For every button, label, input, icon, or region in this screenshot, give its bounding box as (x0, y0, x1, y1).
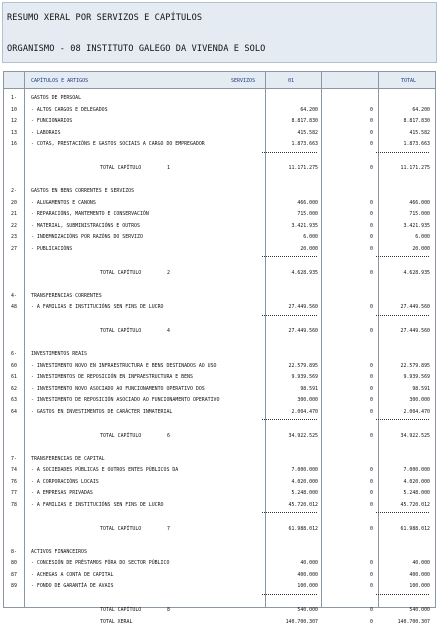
chapter-total-service-01: 34.922.525 (288, 432, 318, 439)
report-title: RESUMO XERAL POR SERVIZOS E CAPÍTULOS (7, 13, 203, 23)
chapter-total-row (4, 431, 435, 441)
article-description: - A EMPRESAS PRIVADAS (31, 490, 93, 496)
service-01-value: 5.248.000 (291, 490, 318, 496)
chapter-name: TRANSFERENCIAS CORRENTES (31, 292, 102, 299)
article-code: 80 (11, 560, 17, 566)
total-value: 64.200 (412, 106, 430, 113)
total-value: 5.248.000 (403, 490, 430, 496)
col-01-value: 0 (370, 222, 373, 229)
report-header (2, 2, 437, 63)
service-01-value: 64.200 (300, 106, 318, 113)
chapter-total-value: 34.922.525 (400, 432, 430, 439)
service-01-value: 4.020.000 (291, 478, 318, 485)
article-code: 10 (11, 106, 17, 113)
total-value: 6.000 (415, 234, 430, 240)
chapter-total-value: 540.000 (409, 607, 430, 613)
article-code: 22 (11, 222, 17, 229)
table-row (4, 361, 435, 371)
service-01-value: 466.000 (297, 199, 318, 206)
chapter-name: ACTIVOS FINANCEIROS (31, 548, 87, 555)
chapter-code: 1- (11, 95, 17, 101)
chapter-code: 4- (11, 292, 17, 299)
col-01-value: 0 (370, 408, 373, 415)
chapter-heading (4, 291, 435, 301)
col-01-value: 0 (370, 397, 373, 403)
chapter-total-label: TOTAL CAPÍTULO (100, 607, 142, 613)
service-01-value: 7.000.000 (291, 467, 318, 473)
grand-total-label: TOTAL XERAL (100, 618, 133, 625)
total-value: 400.000 (409, 571, 430, 578)
service-01-value: 1.873.663 (291, 141, 318, 147)
chapter-total-number: 6 (167, 432, 170, 439)
service-01-value: 27.449.560 (288, 304, 318, 310)
dotted-rule (376, 419, 429, 420)
chapter-total-col-01: 0 (370, 328, 373, 334)
table-row (4, 244, 435, 254)
service-01-value: 2.004.470 (291, 408, 318, 415)
article-code: 62 (11, 385, 17, 392)
article-code: 20 (11, 199, 17, 206)
col-01-value: 0 (370, 501, 373, 508)
chapter-total-row (4, 163, 435, 173)
service-01-value: 8.817.830 (291, 118, 318, 124)
dotted-rule (262, 152, 317, 153)
chapter-total-row (4, 524, 435, 534)
chapter-heading (4, 547, 435, 557)
article-description: - COTAS, PRESTACIÓNS E GASTOS SOCIAIS A CARGO DO EMPREGADOR (31, 141, 205, 147)
table-row (4, 570, 435, 580)
total-value: 3.421.935 (403, 222, 430, 229)
col-01-value: 0 (370, 245, 373, 252)
article-code: 77 (11, 490, 17, 496)
chapter-total-row (4, 326, 435, 336)
col-01-value: 0 (370, 141, 373, 147)
article-code: 48 (11, 304, 17, 310)
total-value: 22.579.895 (400, 362, 430, 369)
col-01-value: 0 (370, 362, 373, 369)
service-01-value: 98.591 (300, 385, 318, 392)
table-row (4, 105, 435, 115)
chapter-name: GASTOS DE PERSOAL (31, 95, 82, 101)
col-01-value: 0 (370, 467, 373, 473)
article-description: - ALUGAMENTOS E CANONS (31, 199, 96, 206)
service-01-value: 45.720.012 (288, 501, 318, 508)
article-description: - LABORAIS (31, 129, 61, 136)
col-01-value: 0 (370, 385, 373, 392)
article-code: 76 (11, 478, 17, 485)
table-row (4, 116, 435, 126)
chapter-total-label: TOTAL CAPÍTULO (100, 525, 142, 532)
total-value: 7.000.000 (403, 467, 430, 473)
total-value: 466.000 (409, 199, 430, 206)
article-description: - INDEMNIZACIÓNS POR RAZÓNS DO SERVIZO (31, 234, 143, 240)
total-value: 27.449.560 (400, 304, 430, 310)
service-01-value: 3.421.935 (291, 222, 318, 229)
dotted-rule (262, 315, 317, 316)
article-code: 12 (11, 118, 17, 124)
chapter-heading (4, 454, 435, 464)
article-code: 23 (11, 234, 17, 240)
col-01-value: 0 (370, 478, 373, 485)
table-row (4, 384, 435, 394)
dotted-rule (262, 419, 317, 420)
col-header-chapters: CAPÍTULOS E ARTIGOS (31, 78, 89, 84)
total-value: 2.004.470 (403, 408, 430, 415)
chapter-total-service-01: 540.000 (297, 607, 318, 613)
col-header-total: TOTAL (401, 78, 417, 84)
article-code: 64 (11, 408, 17, 415)
article-description: - ALTOS CARGOS E DELEGADOS (31, 106, 108, 113)
dotted-rule (376, 594, 429, 595)
col-01-value: 0 (370, 571, 373, 578)
article-description: - A CORPORACIÓNS LOCAIS (31, 478, 99, 485)
article-description: - INVESTIMENTO NOVO ASOCIADO AO FUNCIONAMENTO OPERATIVO DOS (31, 385, 205, 392)
table-row (4, 500, 435, 510)
chapter-total-number: 1 (167, 165, 170, 171)
table-row (4, 477, 435, 487)
chapter-heading (4, 349, 435, 359)
service-01-value: 400.000 (297, 571, 318, 578)
dotted-rule (376, 512, 429, 513)
article-code: 78 (11, 501, 17, 508)
service-01-value: 715.000 (297, 211, 318, 217)
article-code: 13 (11, 129, 17, 136)
table-row (4, 407, 435, 417)
chapter-code: 6- (11, 351, 17, 357)
service-01-value: 9.939.569 (291, 374, 318, 380)
chapter-total-col-01: 0 (370, 607, 373, 613)
total-value: 715.000 (409, 211, 430, 217)
chapter-name: GASTOS EN BENS CORRENTES E SERVIZOS (31, 188, 135, 194)
article-description: - CONCESIÓN DE PRÉSTAMOS FÓRA DO SECTOR PÚBLICO (31, 560, 170, 566)
chapter-total-col-01: 0 (370, 165, 373, 171)
total-value: 8.817.830 (403, 118, 430, 124)
table-row (4, 558, 435, 568)
dotted-rule (376, 315, 429, 316)
chapter-total-service-01: 4.628.935 (291, 269, 318, 276)
chapter-total-service-01: 27.449.560 (288, 328, 318, 334)
chapter-total-number: 2 (167, 269, 170, 276)
dotted-rule (262, 256, 317, 257)
table-row (4, 395, 435, 405)
col-01-value: 0 (370, 583, 373, 589)
table-row (4, 128, 435, 138)
chapter-name: INVESTIMENTOS REAIS (31, 351, 87, 357)
article-code: 61 (11, 374, 17, 380)
chapter-total-label: TOTAL CAPÍTULO (100, 269, 142, 276)
chapter-total-row (4, 605, 435, 615)
service-01-value: 22.579.895 (288, 362, 318, 369)
table-row (4, 488, 435, 498)
chapter-total-col-01: 0 (370, 525, 373, 532)
total-value: 415.582 (409, 129, 430, 136)
article-code: 27 (11, 245, 17, 252)
chapter-total-value: 27.449.560 (400, 328, 430, 334)
chapter-total-value: 4.628.935 (403, 269, 430, 276)
total-value: 98.591 (412, 385, 430, 392)
article-code: 74 (11, 467, 17, 473)
article-code: 16 (11, 141, 17, 147)
article-description: - A SOCIEDADES PÚBLICAS E OUTROS ENTES PÚBLICOS DA (31, 467, 179, 473)
chapter-total-value: 11.171.275 (400, 165, 430, 171)
chapter-code: 7- (11, 455, 17, 462)
col-01-value: 0 (370, 234, 373, 240)
col-01-value: 0 (370, 304, 373, 310)
chapter-name: TRANSFERENCIAS DE CAPITAL (31, 455, 105, 462)
total-value: 40.000 (412, 560, 430, 566)
col-01-value: 0 (370, 118, 373, 124)
col-01-value: 0 (370, 199, 373, 206)
grand-total-row (4, 617, 435, 627)
article-code: 87 (11, 571, 17, 578)
grand-total-col-01: 0 (370, 618, 373, 625)
organism-label: ORGANISMO - 08 INSTITUTO GALEGO DA VIVENDA E SOLO (7, 44, 266, 54)
article-description: - REPARACIÓNS, MANTEMENTO E CONSERVACIÓN (31, 211, 149, 217)
grand-total-service-01: 140.700.307 (285, 618, 318, 625)
article-code: 89 (11, 583, 17, 589)
col-01-value: 0 (370, 374, 373, 380)
article-code: 60 (11, 362, 17, 369)
dotted-rule (376, 152, 429, 153)
article-description: - FONDO DE GARANTÍA DE AVAIS (31, 583, 114, 589)
chapter-total-label: TOTAL CAPÍTULO (100, 328, 142, 334)
table-row (4, 372, 435, 382)
table-row (4, 198, 435, 208)
table-row (4, 302, 435, 312)
col-01-value: 0 (370, 490, 373, 496)
col-01-value: 0 (370, 106, 373, 113)
table-row (4, 209, 435, 219)
total-value: 1.873.663 (403, 141, 430, 147)
dotted-rule (262, 512, 317, 513)
col-header-services: SERVIZOS (231, 78, 256, 84)
service-01-value: 6.000 (303, 234, 318, 240)
col-01-value: 0 (370, 211, 373, 217)
table-header (4, 72, 435, 89)
article-description: - PUBLICACIÓNS (31, 245, 73, 252)
table-row (4, 465, 435, 475)
article-code: 21 (11, 211, 17, 217)
total-value: 9.939.569 (403, 374, 430, 380)
chapter-heading (4, 93, 435, 103)
table-row (4, 232, 435, 242)
article-description: - INVESTIMENTOS DE REPOSICIÓN EN INFRAESTRUCTURA E BENS (31, 374, 193, 380)
article-description: - INVESTIMENTO DE REPOSICIÓN ASOCIADO AO FUNCIONAMENTO OPERATIVO (31, 397, 220, 403)
chapter-total-service-01: 11.171.275 (288, 165, 318, 171)
chapter-heading (4, 186, 435, 196)
service-01-value: 300.000 (297, 397, 318, 403)
total-value: 300.000 (409, 397, 430, 403)
article-description: - FUNCIONARIOS (31, 118, 73, 124)
total-value: 4.020.000 (403, 478, 430, 485)
chapter-total-number: 4 (167, 328, 170, 334)
dotted-rule (262, 594, 317, 595)
article-code: 63 (11, 397, 17, 403)
article-description: - A FAMILIAS E INSTITUCIÓNS SEN FINS DE LUCRO (31, 304, 164, 310)
total-value: 20.000 (412, 245, 430, 252)
article-description: - A FAMILIAS E INSTITUCIÓNS SEN FINS DE LUCRO (31, 501, 164, 508)
total-value: 45.720.012 (400, 501, 430, 508)
table-row (4, 581, 435, 591)
chapter-total-service-01: 61.988.012 (288, 525, 318, 532)
chapter-total-row (4, 268, 435, 278)
article-description: - ACHEGAS A CONTA DE CAPITAL (31, 571, 114, 578)
chapter-code: 8- (11, 548, 17, 555)
article-description: - MATERIAL, SUBMINISTRACIÓNS E OUTROS (31, 222, 140, 229)
service-01-value: 415.582 (297, 129, 318, 136)
service-01-value: 100.000 (297, 583, 318, 589)
article-description: - INVESTIMENTO NOVO EN INFRAESTRUCTURA E BENS DESTINADOS AO USO (31, 362, 217, 369)
dotted-rule (376, 256, 429, 257)
chapter-total-number: 8 (167, 607, 170, 613)
chapter-total-value: 61.988.012 (400, 525, 430, 532)
chapter-total-col-01: 0 (370, 432, 373, 439)
service-01-value: 40.000 (300, 560, 318, 566)
total-value: 100.000 (409, 583, 430, 589)
chapter-total-label: TOTAL CAPÍTULO (100, 432, 142, 439)
table-row (4, 221, 435, 231)
col-header-01: 01 (288, 78, 295, 84)
service-01-value: 20.000 (300, 245, 318, 252)
grand-total-value: 140.700.307 (397, 618, 430, 625)
table-row (4, 139, 435, 149)
article-description: - GASTOS EN INVESTIMENTOS DE CARÁCTER INMATERIAL (31, 408, 173, 415)
chapter-total-label: TOTAL CAPÍTULO (100, 165, 142, 171)
col-01-value: 0 (370, 129, 373, 136)
chapter-code: 2- (11, 188, 17, 194)
col-01-value: 0 (370, 560, 373, 566)
chapter-total-number: 7 (167, 525, 170, 532)
summary-table (3, 71, 436, 625)
chapter-total-col-01: 0 (370, 269, 373, 276)
